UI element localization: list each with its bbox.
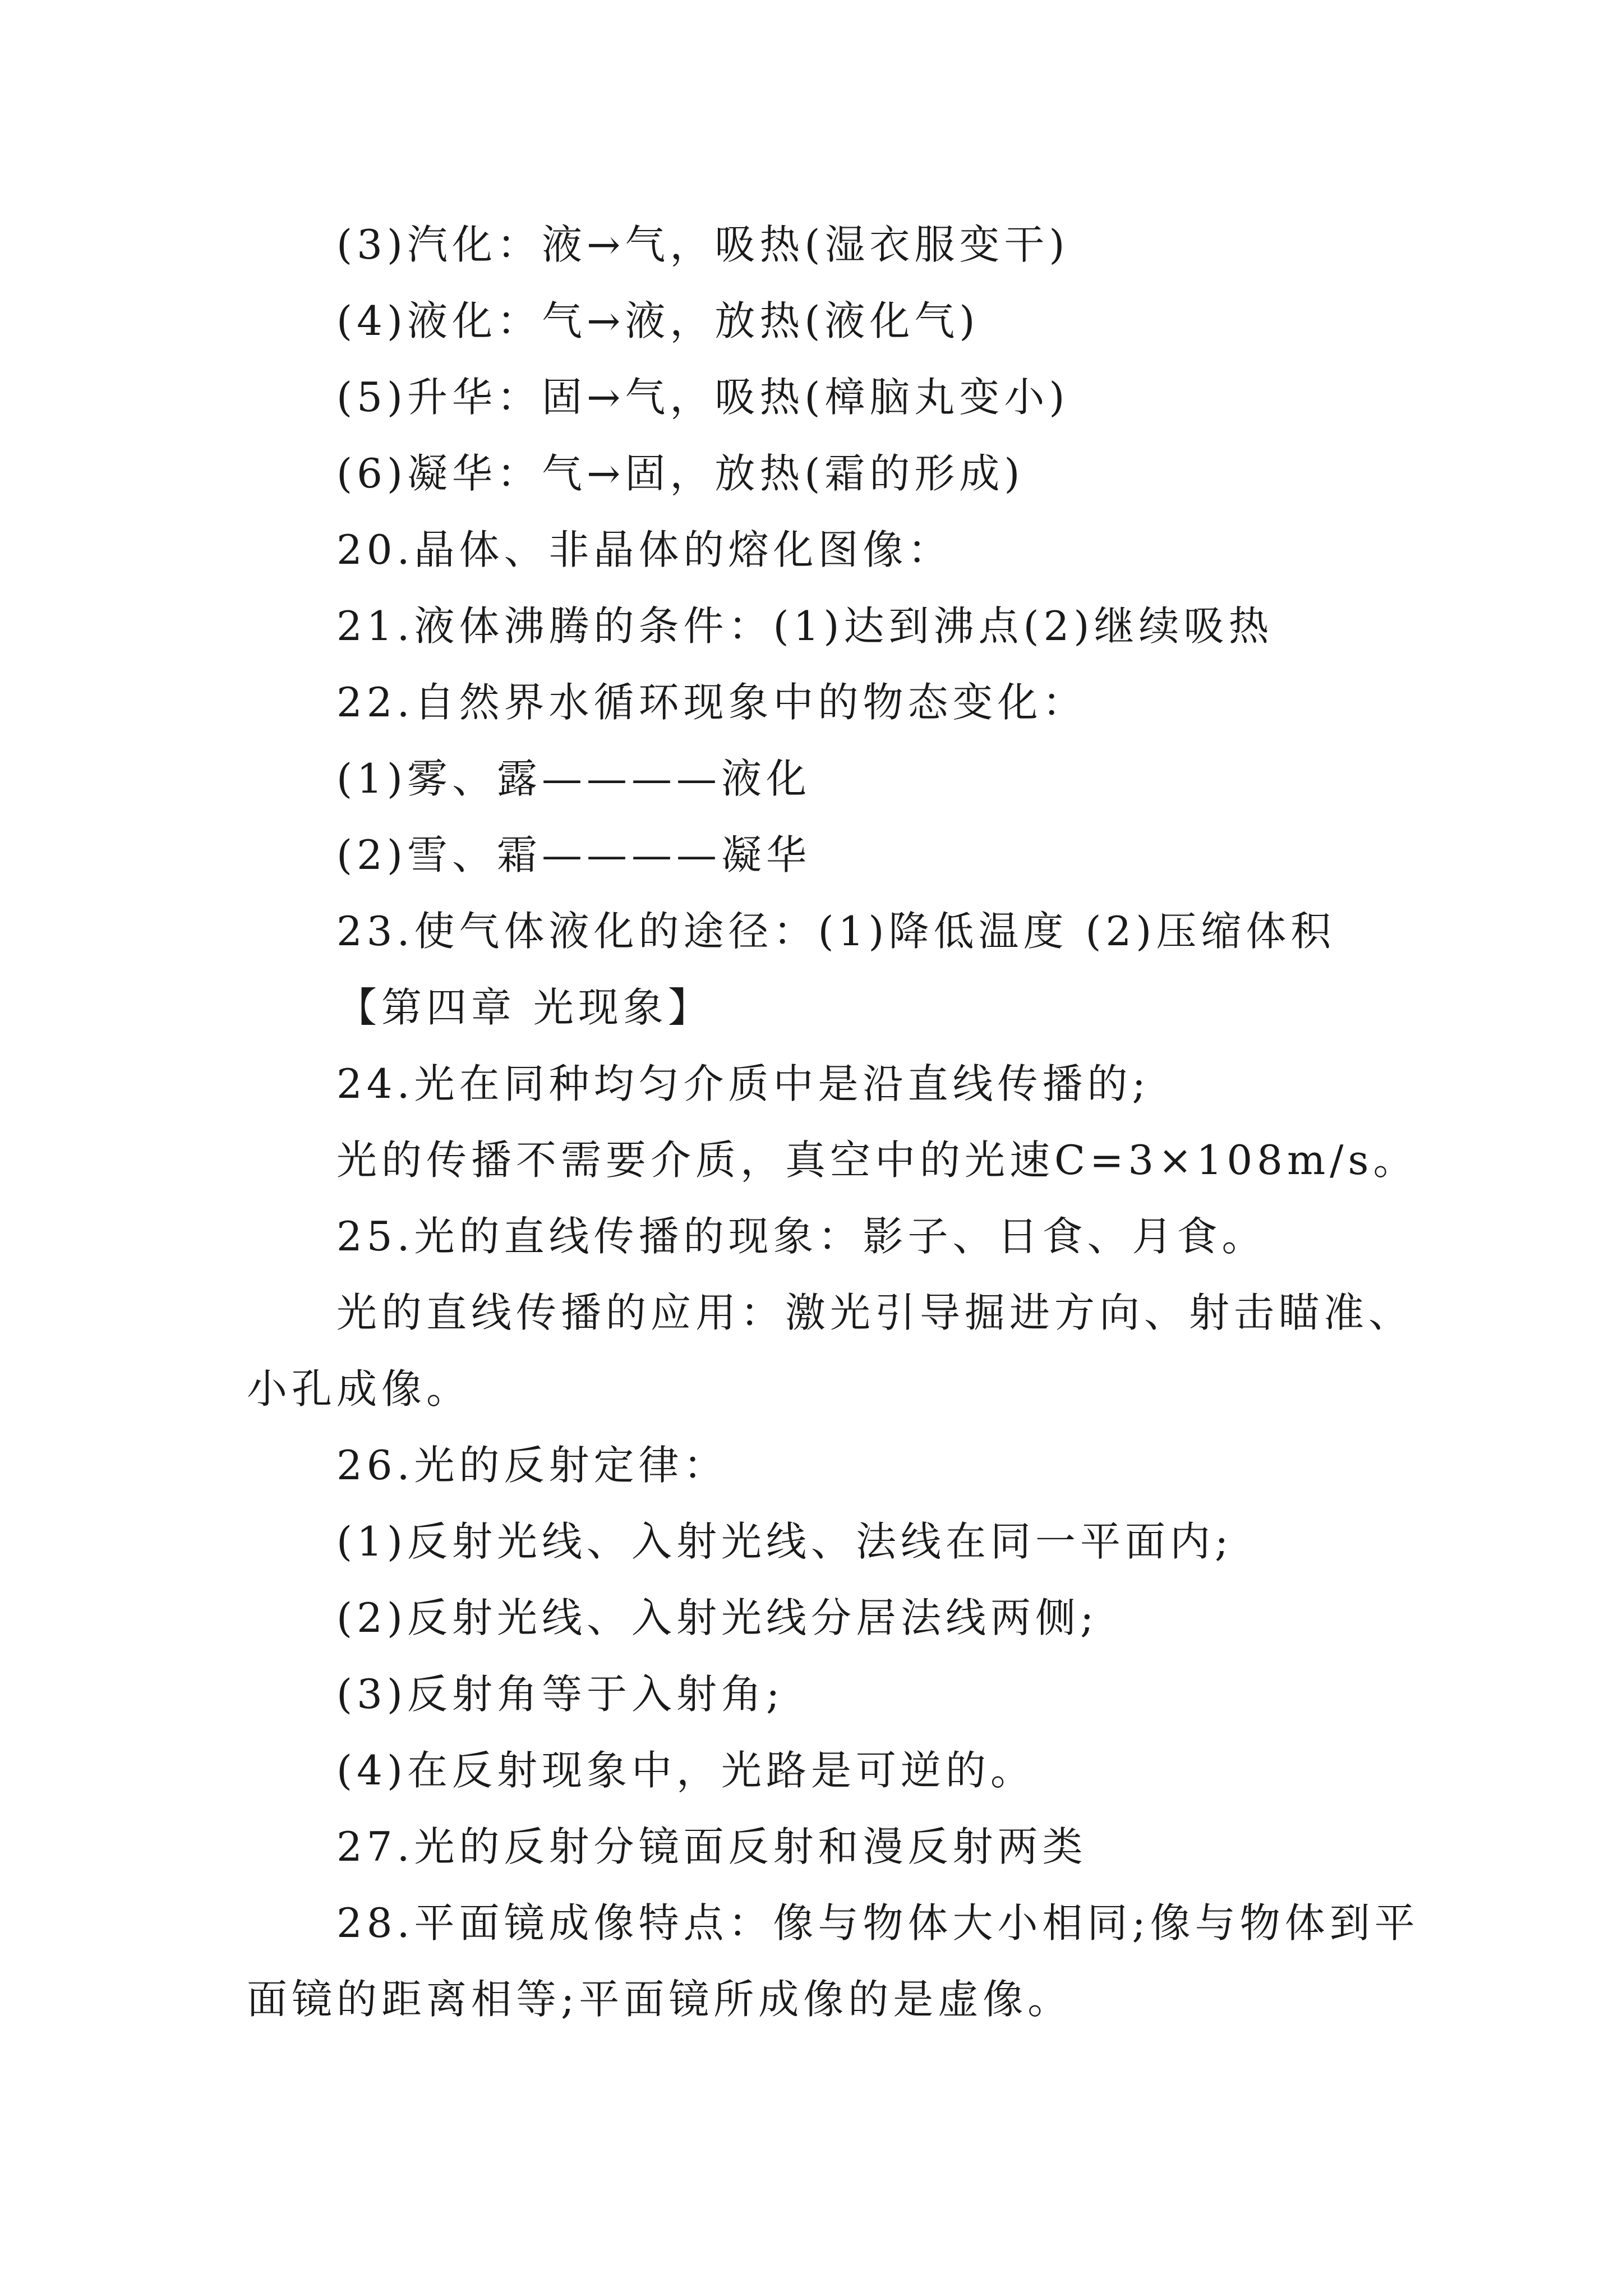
text-line: 光的传播不需要介质，真空中的光速C=3×108m/s。	[336, 1137, 1418, 1184]
text-line: (4)液化：气→液，放热(液化气)	[336, 297, 980, 344]
text-line: 21.液体沸腾的条件：(1)达到沸点(2)继续吸热	[336, 602, 1274, 650]
text-line: (1)反射光线、入射光线、法线在同一平面内;	[336, 1518, 1233, 1565]
chapter-heading: 【第四章 光现象】	[336, 984, 713, 1031]
text-line: 小孔成像。	[247, 1365, 472, 1412]
text-line: (3)反射角等于入射角;	[336, 1671, 785, 1718]
text-line: 面镜的距离相等;平面镜所成像的是虚像。	[247, 1976, 1073, 2023]
text-line: (5)升华：固→气，吸热(樟脑丸变小)	[336, 374, 1069, 421]
text-line: 24.光在同种均匀介质中是沿直线传播的;	[336, 1060, 1150, 1107]
text-line: 光的直线传播的应用：激光引导掘进方向、射击瞄准、	[336, 1289, 1414, 1336]
text-line: 25.光的直线传播的现象：影子、日食、月食。	[336, 1213, 1267, 1260]
text-line: 28.平面镜成像特点：像与物体大小相同;像与物体到平	[336, 1899, 1419, 1947]
text-line: 20.晶体、非晶体的熔化图像：	[336, 526, 953, 573]
text-line: (3)汽化：液→气，吸热(湿衣服变干)	[336, 221, 1069, 268]
text-line: (2)反射光线、入射光线分居法线两侧;	[336, 1594, 1099, 1641]
text-line: (1)雾、露————液化	[336, 755, 811, 802]
text-line: 26.光的反射定律：	[336, 1442, 728, 1489]
text-line: 27.光的反射分镜面反射和漫反射两类	[336, 1823, 1087, 1870]
text-line: (6)凝华：气→固，放热(霜的形成)	[336, 450, 1025, 497]
text-line: (2)雪、霜————凝华	[336, 831, 811, 878]
text-line: 23.使气体液化的途径：(1)降低温度 (2)压缩体积	[336, 908, 1336, 955]
text-line: (4)在反射现象中，光路是可逆的。	[336, 1747, 1035, 1794]
text-line: 22.自然界水循环现象中的物态变化：	[336, 679, 1087, 726]
